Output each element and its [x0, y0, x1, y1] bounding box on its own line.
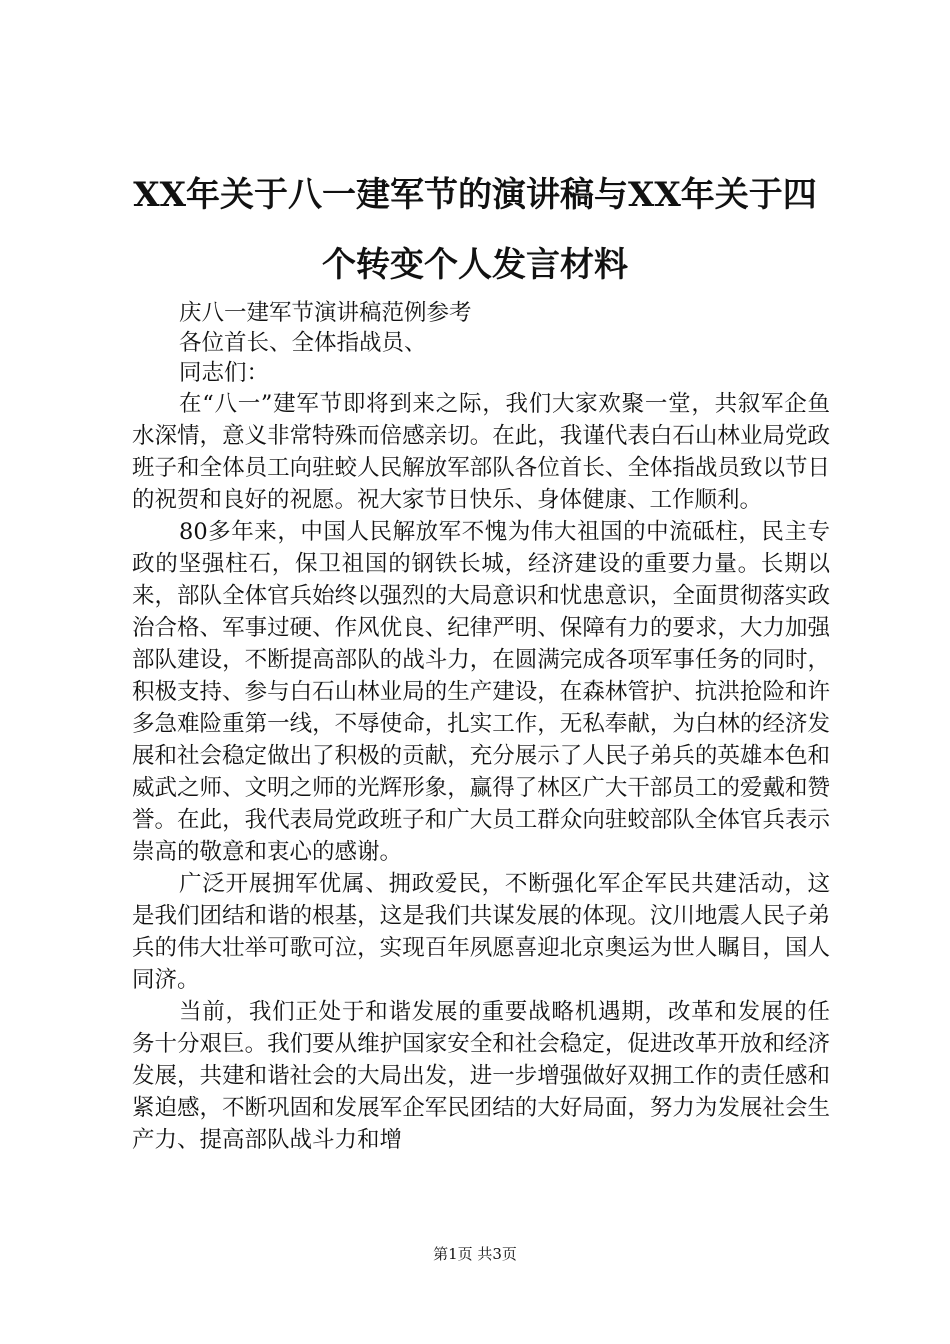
document-title: XX年关于八一建军节的演讲稿与XX年关于四个转变个人发言材料 [133, 175, 817, 285]
intro-line-heading: 庆八一建军节演讲稿范例参考 [179, 300, 472, 326]
page-number-footer: 第1页 共3页 [433, 1245, 517, 1263]
document-body [132, 388, 830, 1156]
body-paragraph: 在“八一”建军节即将到来之际，我们大家欢聚一堂，共叙军企鱼水深情，意义非常特殊而倍感亲切。在此，我谨代表白石山林业局党政班子和全体员工向驻蛟人民解放军部队各位首长、全体指战员致以节日的祝贺和良好的祝愿。祝大家节日快乐、身体健康、工作顺利。 [132, 391, 830, 513]
body-paragraph: 80多年来，中国人民解放军不愧为伟大祖国的中流砥柱，民主专政的坚强柱石，保卫祖国的钢铁长城，经济建设的重要力量。长期以来，部队全体官兵始终以强烈的大局意识和忧患意识，全面贯彻落实政治合格、军事过硬、作风优良、纪律严明、保障有力的要求，大力加强部队建设，不断提高部队的战斗力，在圆满完成各项军事任务的同时，积极支持、参与白石山林业局的生产建设，在森林管护、抗洪抢险和许多急难险重第一线，不辱使命，扎实工作，无私奉献，为白林的经济发展和社会稳定做出了积极的贡献，充分展示了人民子弟兵的英雄本色和威武之师、文明之师的光辉形象，赢得了林区广大干部员工的爱戴和赞誉。在此，我代表局党政班子和广大员工群众向驻蛟部队全体官兵表示崇高的敬意和衷心的感谢。 [132, 519, 830, 865]
intro-line-salutation: 各位首长、全体指战员、 [179, 330, 427, 356]
intro-line-comrades: 同志们： [179, 360, 270, 386]
body-paragraph: 广泛开展拥军优属、拥政爱民，不断强化军企军民共建活动，这是我们团结和谐的根基，这是我们共谋发展的体现。汶川地震人民子弟兵的伟大壮举可歌可泣，实现百年夙愿喜迎北京奥运为世人瞩目，国人同济。 [132, 871, 830, 993]
body-paragraph: 当前，我们正处于和谐发展的重要战略机遇期，改革和发展的任务十分艰巨。我们要从维护国家安全和社会稳定，促进改革开放和经济发展，共建和谐社会的大局出发，进一步增强做好双拥工作的责任感和紧迫感，不断巩固和发展军企军民团结的大好局面，努力为发展社会生产力、提高部队战斗力和增 [132, 999, 830, 1153]
